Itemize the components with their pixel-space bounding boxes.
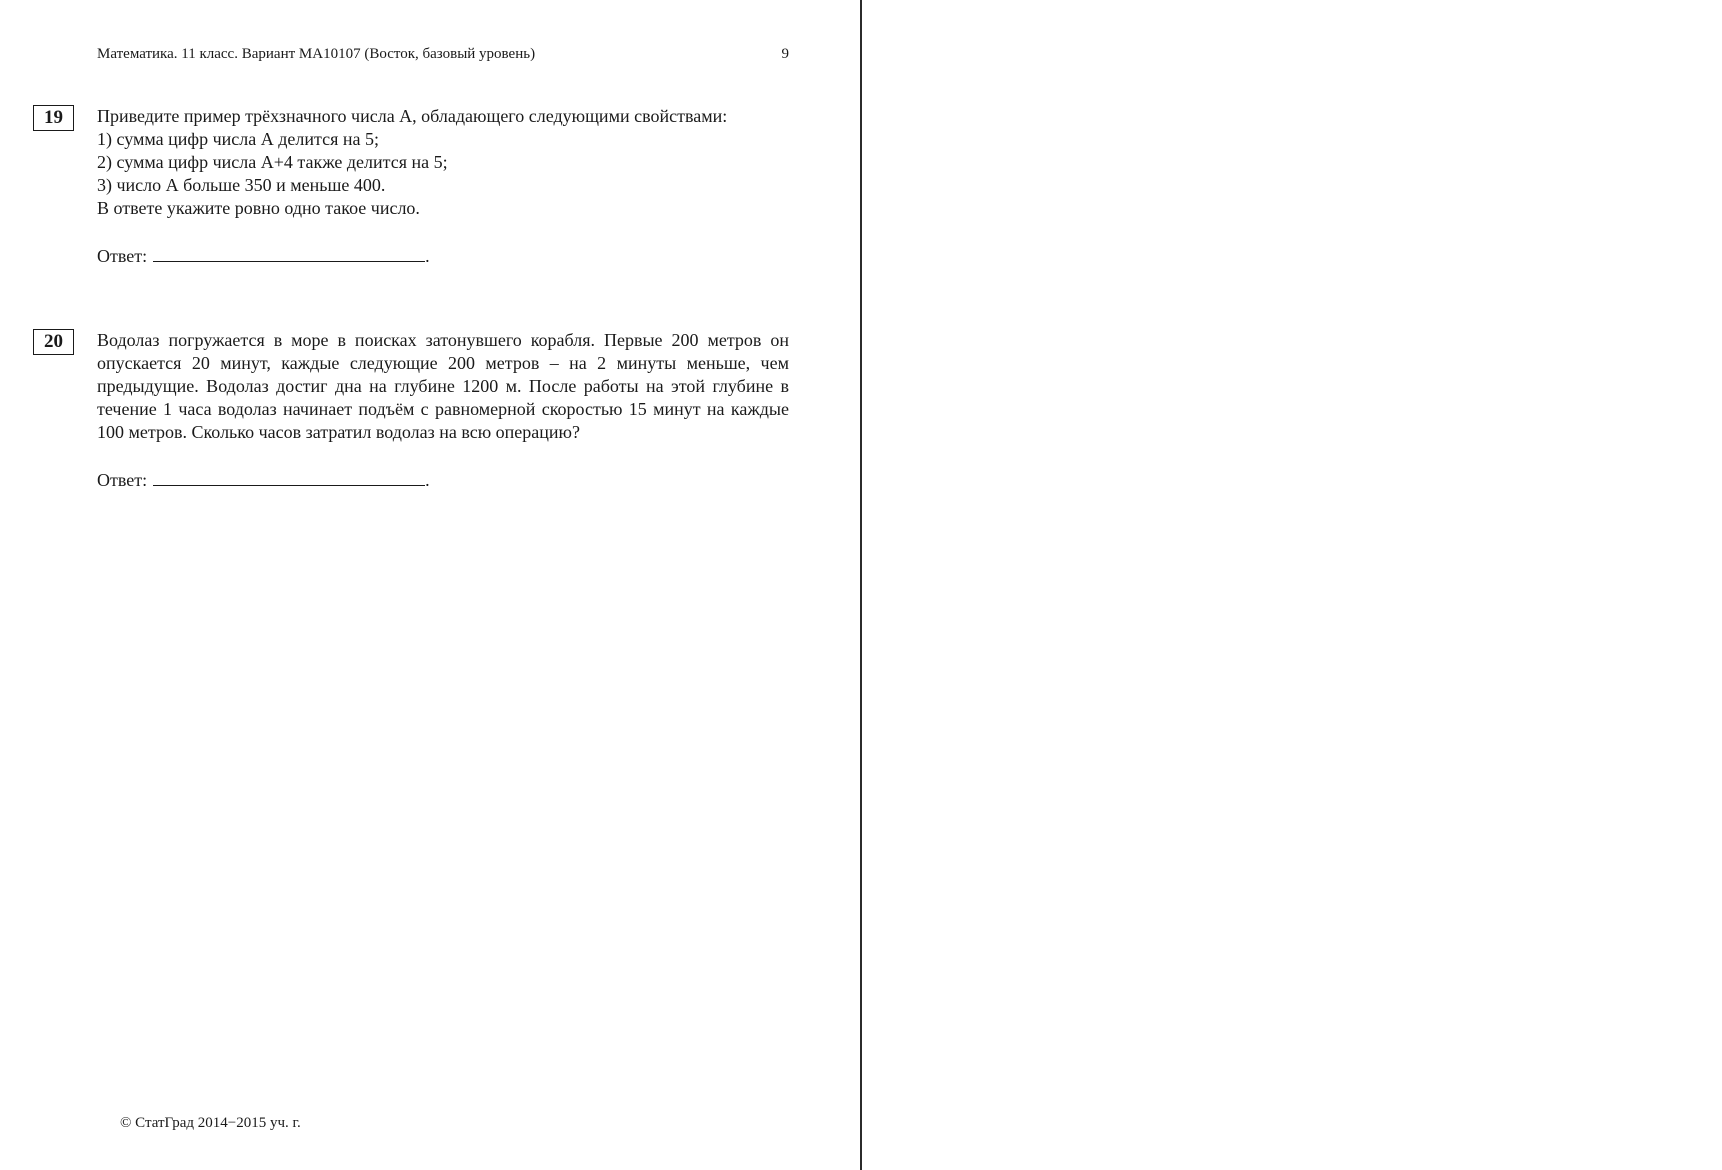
right-page-blank xyxy=(862,0,1722,1170)
page-header xyxy=(97,45,789,63)
task-body xyxy=(97,105,789,268)
answer-line xyxy=(97,469,789,492)
answer-instruction: В ответе укажите ровно одно такое число. xyxy=(97,198,420,218)
task-body xyxy=(97,329,789,492)
task-number-box: 20 xyxy=(33,329,74,355)
answer-period: . xyxy=(425,470,430,490)
answer-period: . xyxy=(425,246,430,266)
page-footer: © СтатГрад 2014−2015 уч. г. xyxy=(120,1115,301,1131)
answer-line xyxy=(97,245,789,268)
answer-label: Ответ: xyxy=(97,470,148,490)
answer-blank[interactable] xyxy=(153,471,425,486)
header-title: Математика. 11 класс. Вариант МА10107 (Восток, базовый уровень) xyxy=(97,46,536,62)
task-intro: Приведите пример трёхзначного числа А, обладающего следующими свойствами: xyxy=(97,106,728,126)
task-number-box: 19 xyxy=(33,105,74,131)
left-page xyxy=(0,0,860,1170)
answer-label: Ответ: xyxy=(97,246,148,266)
condition-2: 2) сумма цифр числа А+4 также делится на 5; xyxy=(97,152,448,172)
condition-3: 3) число А больше 350 и меньше 400. xyxy=(97,175,386,195)
answer-blank[interactable] xyxy=(153,247,425,262)
task-text: Водолаз погружается в море в поисках затонувшего корабля. Первые 200 метров он опускается 20 минут, каждые следующие 200 метров – на 2 минуты меньше, чем предыдущие. Водолаз достиг дна на глубине 1200 м. После работы на этой глубине в течение 1 часа водолаз начинает подъём с равномерной скоростью 15 минут на каждые 100 метров. Сколько часов затратил водолаз на всю операцию? xyxy=(97,330,789,442)
page-number: 9 xyxy=(781,46,789,62)
condition-1: 1) сумма цифр числа А делится на 5; xyxy=(97,129,379,149)
